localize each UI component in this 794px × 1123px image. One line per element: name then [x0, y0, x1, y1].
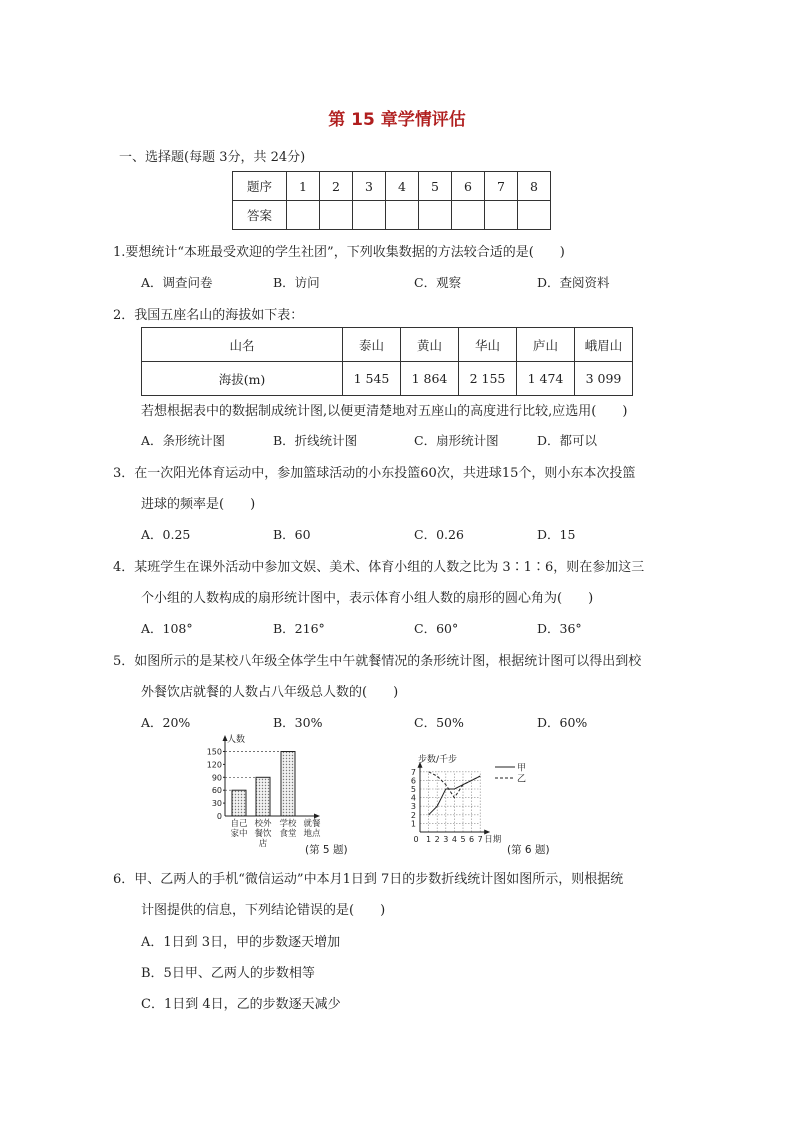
option-b: B．216°	[273, 621, 325, 636]
y-tick-label: 7	[410, 767, 416, 777]
x-tick-label: 5	[460, 835, 466, 844]
x-tick-label: 4	[451, 835, 457, 844]
mountain-name: 泰山	[343, 328, 401, 362]
y-axis-label: 人数	[227, 735, 246, 745]
y-axis-label: 步数/千步	[418, 755, 458, 765]
option-a: A．调查问卷	[141, 275, 213, 290]
question-5-text-line2: 外餐饮店就餐的人数占八年级总人数的( )	[141, 685, 399, 700]
question-2-text: 2．我国五座名山的海拔如下表：	[113, 308, 304, 323]
option-a: A．20%	[141, 715, 191, 730]
answer-number: 8	[518, 172, 551, 201]
answer-table	[232, 171, 551, 230]
option-d: D．15	[537, 527, 576, 542]
x-category-label: 学校	[279, 819, 297, 829]
answer-cell[interactable]	[287, 201, 320, 230]
option-c: C．观察	[414, 275, 462, 290]
question-2-follow: 若想根据表中的数据制成统计图,以便更清楚地对五座山的高度进行比较,应选用( )	[141, 404, 628, 419]
x-category-label: 自己	[230, 819, 248, 829]
mountain-name: 华山	[459, 328, 517, 362]
chart-caption: (第 6 题)	[507, 844, 550, 856]
x-category-label: 餐饮	[254, 829, 272, 839]
answer-cell[interactable]	[485, 201, 518, 230]
option-d: D．都可以	[537, 433, 598, 448]
altitude-value: 3 099	[575, 362, 633, 396]
option-c: C．1日到 4日，乙的步数逐天减少	[141, 997, 341, 1012]
legend-label: 甲	[517, 763, 527, 774]
legend-label: 乙	[517, 774, 527, 785]
y-tick-label: 5	[410, 785, 416, 794]
altitude-value: 1 545	[343, 362, 401, 396]
answer-number: 1	[287, 172, 320, 201]
bar	[232, 790, 246, 816]
altitude-value: 1 474	[517, 362, 575, 396]
answer-table-label: 答案	[233, 201, 287, 230]
question-1-text: 1.要想统计“本班最受欢迎的学生社团”，下列收集数据的方法较合适的是( )	[113, 245, 565, 260]
bar-chart-q5	[195, 730, 395, 862]
answer-cell[interactable]	[386, 201, 419, 230]
y-tick-label: 120	[206, 760, 222, 770]
answer-number: 2	[320, 172, 353, 201]
option-d: D．60%	[537, 715, 588, 730]
y-tick-label: 4	[410, 793, 416, 803]
y-tick-label: 1	[410, 819, 416, 829]
option-d: D．查阅资料	[537, 275, 610, 290]
x-axis-label: 地点	[303, 829, 321, 839]
bar	[256, 777, 270, 816]
y-tick-label: 30	[211, 799, 222, 809]
x-category-label: 食堂	[279, 829, 297, 839]
y-tick-label: 3	[410, 802, 416, 812]
answer-table-label: 题序	[233, 172, 287, 201]
x-tick-label: 3	[443, 835, 449, 844]
option-b: B．5日甲、乙两人的步数相等	[141, 966, 315, 981]
bar	[281, 752, 295, 817]
option-c: C．扇形统计图	[414, 433, 499, 448]
question-3-text-line1: 3．在一次阳光体育运动中，参加篮球活动的小东投篮60次，共进球15个，则小东本次投篮	[113, 466, 636, 481]
y-tick-label: 150	[206, 747, 222, 757]
answer-number: 5	[419, 172, 452, 201]
series-line-yi	[429, 772, 481, 798]
answer-table-answer-row	[233, 201, 551, 230]
x-axis-arrow	[484, 830, 490, 835]
altitude-label: 海拔(m)	[142, 362, 343, 396]
x-tick-label: 1	[426, 835, 432, 844]
answer-cell[interactable]	[452, 201, 485, 230]
answer-cell[interactable]	[353, 201, 386, 230]
x-tick-label: 0	[413, 835, 419, 844]
altitude-value: 1 864	[401, 362, 459, 396]
mountain-name-row	[142, 328, 633, 362]
question-3-text-line2: 进球的频率是( )	[141, 497, 256, 512]
x-category-label: 家中	[230, 829, 248, 839]
question-6-text-line1: 6．甲、乙两人的手机“微信运动”中本月1日到 7日的步数折线统计图如图所示，则根据统	[113, 872, 624, 887]
question-4-text-line2: 个小组的人数构成的扇形统计图中，表示体育小组人数的扇形的圆心角为( )	[141, 591, 594, 606]
option-a: A．1日到 3日，甲的步数逐天增加	[141, 935, 341, 950]
answer-number: 7	[485, 172, 518, 201]
y-tick-label: 90	[211, 773, 222, 783]
question-5-text-line1: 5．如图所示的是某校八年级全体学生中午就餐情况的条形统计图，根据统计图可以得出到校	[113, 654, 642, 669]
answer-cell[interactable]	[419, 201, 452, 230]
line-chart-q6	[395, 750, 595, 862]
x-category-label: 店	[258, 839, 268, 849]
page-title: 第 15 章学情评估	[328, 110, 466, 130]
y-tick-label: 0	[216, 812, 222, 821]
x-axis-label: 就餐	[303, 819, 321, 829]
mountain-name: 峨眉山	[575, 328, 633, 362]
answer-cell[interactable]	[518, 201, 551, 230]
option-b: B．30%	[273, 715, 323, 730]
mountain-name: 黄山	[401, 328, 459, 362]
x-tick-label: 2	[434, 835, 440, 844]
answer-cell[interactable]	[320, 201, 353, 230]
mountain-header-label: 山名	[142, 328, 343, 362]
mountain-altitude-row	[142, 362, 633, 396]
mountain-table	[141, 327, 633, 396]
altitude-value: 2 155	[459, 362, 517, 396]
option-c: C．0.26	[414, 527, 464, 542]
option-c: C．60°	[414, 621, 459, 636]
answer-number: 6	[452, 172, 485, 201]
chart-caption: (第 5 题)	[305, 844, 348, 856]
option-b: B．60	[273, 527, 311, 542]
option-b: B．折线统计图	[273, 433, 358, 448]
x-axis-arrow	[314, 814, 320, 819]
y-tick-label: 60	[211, 786, 222, 796]
x-tick-label: 7	[477, 835, 483, 844]
answer-number: 3	[353, 172, 386, 201]
x-tick-label: 6	[469, 835, 475, 844]
option-a: A．0.25	[141, 527, 191, 542]
question-6-text-line2: 计图提供的信息，下列结论错误的是( )	[141, 903, 386, 918]
x-axis-label: 日期	[484, 835, 502, 845]
section-heading: 一、选择题(每题 3分，共 24分)	[119, 150, 306, 165]
option-a: A．条形统计图	[141, 433, 226, 448]
mountain-name: 庐山	[517, 328, 575, 362]
option-b: B．访问	[273, 275, 320, 290]
option-a: A．108°	[141, 621, 193, 636]
y-tick-label: 6	[410, 776, 416, 786]
answer-number: 4	[386, 172, 419, 201]
y-tick-label: 2	[410, 810, 416, 820]
question-4-text-line1: 4．某班学生在课外活动中参加文娱、美术、体育小组的人数之比为 3∶1∶6，则在参加这三	[113, 560, 645, 575]
x-category-label: 校外	[254, 819, 272, 829]
option-d: D．36°	[537, 621, 582, 636]
answer-table-number-row	[233, 172, 551, 201]
option-c: C．50%	[414, 715, 464, 730]
